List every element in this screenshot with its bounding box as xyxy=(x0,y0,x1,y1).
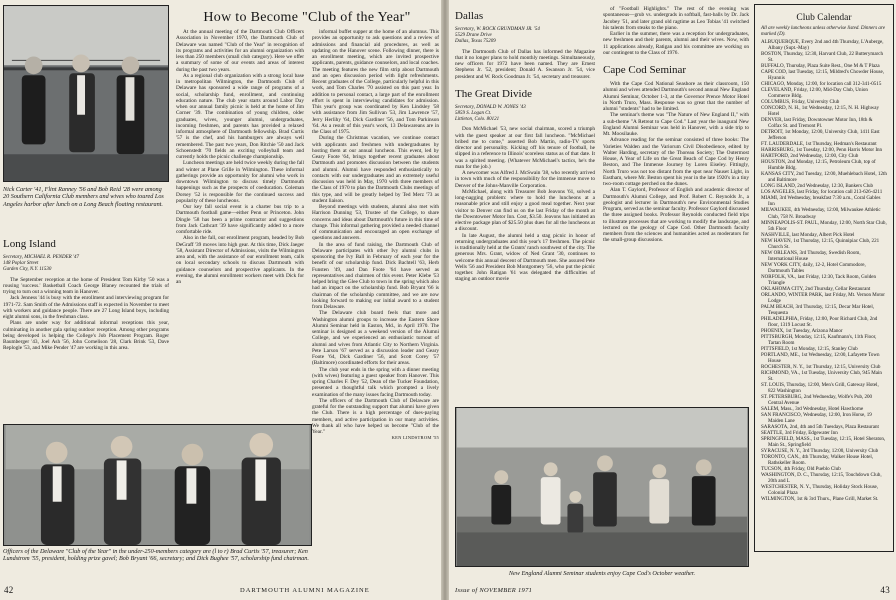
article-paragraph: informal buffet supper at the home of an alumnus. This provides an opportunity to ask questions and a review of admissions and financial aid procedures, as well as updating on the Hanover scene. Following dinner, there is an enrollment meeting, which are invited prospective applicants, parents, guidance counselors, and local coaches. The meeting features the new film strip about Dartmouth and an open discussion period with light refreshments. Recent graduates of the College, particularly helpful in this work, and Tom Charles '70 assisted on this past year. In addition to personal contact, a large part of the enrollment effort is spent in interviewing candidates for admission. This year's group was coordinated by Ken Lindsley '58 with assistance from Jim Sullivan '53, Jim Lawrence '57, Jerry Herlihy '64, Dick Gardiner '56, and Tom Parkinson '64. As a result of this year's work, 13 Delawareans are in the Class of 1975. xyxy=(312,29,439,135)
calendar-entry: WESTCHESTER, N. Y., Thursday, Holiday Stock House, Colonial Plaza xyxy=(761,484,879,497)
cape-cod-photo-caption: New England Alumni Seminar students enjoy Cape Cod's October weather. xyxy=(508,570,696,577)
harbor-photo xyxy=(3,5,169,182)
cape-cod-photo-image xyxy=(456,408,748,566)
long-island-heading: Long Island xyxy=(3,238,56,250)
article-paragraph: McMichael, along with Treasurer Bob Jeavons '61, solved a long-nagging problem: where to hold the luncheons at a reasonable price and still enjoy a good meal together. Next year visitor to Denver can find us on the last Friday of the month at the Downtowner Motor Inn. Cost, $3.50. Jeavons has initiated an elective package plan of $25.50 plus dues for all the luncheons at a discount. xyxy=(455,188,595,233)
club-of-year-column-1 xyxy=(176,29,304,424)
great-divide-cape-cod-column xyxy=(603,6,749,404)
spread-gutter xyxy=(441,0,449,600)
article-paragraph: Also in the fall, our enrollment program, headed by Bob DeGraff '39 moves into high gear. At this time, Dick Jaeger '58, Assistant Director of Admissions, visits the Wilmington area and, with the assistance of our enrollment team, calls on local secondary schools to discuss Dartmouth with guidance counselors and prospective applicants. In the evening, the alumni enrollment workers meet with Dick for an xyxy=(176,235,304,285)
long-island-meta-line: 148 Poplar Street xyxy=(3,261,39,267)
delaware-officers-photo xyxy=(3,424,312,546)
great-divide-secretary xyxy=(455,105,595,124)
dallas-heading: Dallas xyxy=(455,10,484,22)
calendar-entry: CAPE COD, last Tuesday, 12:15, Mildred's Chowder House, Hyannis xyxy=(761,69,884,82)
club-calendar-title: Club Calendar xyxy=(796,13,852,23)
long-island-meta-line: Garden City, N.Y. 11530 xyxy=(3,267,52,273)
calendar-entry: PALM BEACH, 3rd Thursday, 12:15, Decar Mar Hotel, Tesquesta xyxy=(761,303,875,316)
long-island-secretary xyxy=(3,255,169,274)
article-paragraph: Advance reading for the seminar consisted of three books: The Varieties Walden and the Variorum Civil Disobedience, edited by Walter Harding, secretary of the Thoreau Society; The Outermost House, A Year of Life on the Great Beach of Cape Cod by Henry Beston, and The Immense Journey by Loren Eiseley. Fittingly, North Truro was not too distant from the spot near Nauset Light, in Eastham, where Mr. Beston spent his year in the late 1920's in a tiny two-room cottage perched on the dunes. xyxy=(603,137,749,187)
article-paragraph: Plans are under way for additional informal receptions this year, culminating in another gala spring outdoor reception. Among other programs being developed is helping the College's Job Placement Program. Roger Baumberger '43, Joel Ash '56, John Cornelison '28, Clark Brink '53, Dave Replogle '53, and Mike Pender '47 are working in this area. xyxy=(3,320,169,352)
article-paragraph: Jack Jenness '44 is busy with the enrollment and interviewing program for 1971-72. Sam Smith of the Admissions staff is expected in November to meet with workers and guidance people. There are 27 Long Island boys, including eight alumni sons, in the freshman class. xyxy=(3,295,169,321)
calendar-entry: NEW ORLEANS, 3rd Thursday, Swedish Room, International House xyxy=(761,249,861,262)
calendar-entry: RICHMOND, VA., 1st Tuesday, University Club, 945 Main St. xyxy=(761,369,882,382)
delaware-photo-caption: Officers of the Delaware "Club of the Year" in the under-250-members category are (l to r) Brad Curtis '57, treasurer; Ken Lundstrom '55, president, holding prize gavel; Bob Bryant '66, secretary; and Dick Bughee '57, scholarship fund chairman. xyxy=(3,548,309,563)
article-title: How to Become "Club of the Year" xyxy=(203,10,411,25)
calendar-entry: HOUSTON, 2nd Monday, 12:15, Petroleum Club, top of Humble Bldg. xyxy=(761,159,876,172)
calendar-entry: NASHVILLE, last Monday, Albert Pick Hotel xyxy=(761,231,855,238)
calendar-entry: WILMINGTON, 1st & 3rd Thurs., Plane Grill, Market St. xyxy=(761,496,879,503)
issue-label: Issue of NOVEMBER 1971 xyxy=(455,587,533,594)
article-paragraph: Beyond meetings with students, alumni also met with Harrison Dunning '53, Trustee of the College, to share concerns and ideas about Dartmouth's future in this time of change. This informal gathering provided a needed channel of communication and encouraged an open exchange of questions and answers. xyxy=(312,204,439,242)
article-paragraph: Earlier in the summer, there was a reception for undergraduates, new freshmen and their parents, alumni and their wives. Now, with 11 applications already, Ratigan and his committee are working on our contingent to the Class of 1976. xyxy=(603,31,749,56)
article-paragraph: The Dartmouth Club of Dallas has informed the Magazine that it no longer plans to hold monthly meetings. Simultaneously, new officers for 1972 have been named. They are Ernest Stephens Jr. '52, president; Donald A. Swanson Jr. '54, vice president and W. Rock Goodman Jr. '54, secretary and treasurer. xyxy=(455,48,595,80)
calendar-entry: CHICAGO, Monday, 12:00, for location call 312-341-0515 xyxy=(761,81,882,88)
article-paragraph: Don McMichael '53, new social chairman, scored a triumph with the guest speaker at our first fall luncheon. "McMichael bribed me to come," asserted Bob Martin, radio-TV sports director and personality. Kicking off his tenure of football, he slipped in a reference to Illinois' scoreless status as of that date. It was a spirited meeting. (Whatever McMichael's tactics, he's the man for the job.) xyxy=(455,126,595,170)
great-divide-meta-line: 5859 S. Logan Ct. xyxy=(455,111,492,117)
harbor-photo-caption: Nick Carter '41, Flint Ranney '56 and Bob Reid '28 were among 20 Southern California Club members and wives who toured Los Angeles harbor after lunch on a Long Beach floating restaurant. xyxy=(3,186,164,208)
calendar-entry: ST. LOUIS, Thursday, 12:00, Men's Grill, Gateway Hotel, 822 Washington xyxy=(761,381,879,394)
left-page xyxy=(0,0,441,600)
article-paragraph: Alan T. Gaylord, Professor of English and academic director of Dartmouth's Alumni College, and Prof. Robert C. Reynolds Jr., a geologist and lecturer in Dartmouth's new Environmental Studies Program, served as the seminar faculty. Professor Gaylord discussed the three assigned books. Professor Reynolds conducted field trips to illustrate processes that are working to modify the landscape, and lectured on the geology of Cape Cod. Other Dartmouth faculty members from the sciences and humanities acted as moderators for the small-group discussions. xyxy=(603,187,749,244)
delaware-officers-image xyxy=(4,425,311,545)
calendar-entry: ROCHESTER, N. Y., 1st Thursday, 12:15, University Club xyxy=(761,363,881,370)
harbor-photo-image xyxy=(4,6,168,181)
calendar-entry: BUFFALO, Thursday, Plaza Suite Rest., One M & T Plaza xyxy=(761,63,880,70)
page-number-left: 42 xyxy=(4,585,14,595)
long-island-meta-line: Secretary, MICHAEL R. PENDER '47 xyxy=(3,255,80,260)
right-page xyxy=(449,0,896,600)
calendar-entry: BOSTON, Thursday, 12:30, Harvard Club, 22 Butterymarch St. xyxy=(761,51,883,64)
calendar-entry: MINNEAPOLIS-ST. PAUL, Monday, 12:00, North Star Club, 5th Floor xyxy=(761,219,887,232)
calendar-entry: MIAMI, 3rd Wednesday, breakfast 7:30 a.m., Coral Gables Inn xyxy=(761,195,881,208)
article-paragraph: The September reception at the home of President Tom Kirby '50 was a rousing 'success.' Basketball Coach George Blaney recounted the trials of trying to turn out a winning team in Hanover. xyxy=(3,276,169,296)
calendar-entry: HARTFORD, 2nd Wednesday, 12:00, City Club xyxy=(761,153,859,160)
calendar-entry: NEW HAVEN, 1st Thursday, 12:15, Quinnipiac Club, 221 Church St. xyxy=(761,237,880,250)
calendar-entry: SAN FRANCISCO, Wednesday, 12:00, Iron Horse, 19 Maiden Lane xyxy=(761,412,872,425)
club-of-year-column-2 xyxy=(312,29,439,557)
article-paragraph: Our key fall social event is a charter bus trip to a Dartmouth football game—either Penn or Princeton. John Dingle '58 has been a prime contractor and suggestions from Jack Cathcart '39 have significantly added to a more comfortable ride. xyxy=(176,204,304,235)
calendar-entry: SEATTLE, 3rd Friday, Edgewater Inn xyxy=(761,430,838,437)
calendar-entry: TORONTO, CAN., 4th Thursday, Walker House Hotel, Rathskeller Room. xyxy=(761,454,874,467)
great-divide-meta-line: Littleton, Colo. 80121 xyxy=(455,117,500,123)
great-divide-meta-line: Secretary, DONALD W. JONES '43 xyxy=(455,104,526,110)
calendar-entry: NEW YORK CITY, daily, 12-2, Hotel Commodore, Dartmouth Tables xyxy=(761,261,866,274)
calendar-entry: WASHINGTON, D. C., Thursday, 12:15, Touchdown Club, 20th and L xyxy=(761,472,882,485)
article-paragraph: The Delaware club board feels that more and Washington alumni groups to increase the Eastern Shore Alumni Seminar held in Easton, Md., in April 1970. The seminar is designed as a weekend version of the Alumni College, and we experienced an enthusiastic turnout of alumni and wives from Atlantic City to Northern Virginia. Pete Larson '67 served as a discussion leader and Geary Foote '64, Dick Gardiner '56, and Scott Corey '57 (Baltimore) coordinated efforts for their areas. xyxy=(312,310,439,367)
calendar-entry: MILWAUKEE, 4th Wednesday, 12:00, Milwaukee Athletic Club, 758 N. Broadway xyxy=(761,207,881,220)
calendar-entry: PITTSFIELD, 1st Monday, 12:15, Stanley Club xyxy=(761,345,858,352)
calendar-entry: PITTSBURGH, Monday, 12:15, Kaufmann's, 11th Floor, Tartan Room xyxy=(761,333,877,346)
article-paragraph: In late August, the alumni held a stag picnic in honor of returning undergraduates and this year's 17 freshmen. The picnic is traditionally held at the Grants' ranch southwest of the city. The generous Mrs. Grant, widow of Ned Grant '30, continues to welcome this annual descent of Dartmouth men. She assured Pete Wells '56 and President Bob Montgomery '56, who put the picnic together. John Ratigan '61 was delegated the difficulties of staging an outdoor movie xyxy=(455,232,595,283)
dallas-great-divide-column xyxy=(455,10,595,405)
article-paragraph: The officers of the Dartmouth Club of Delaware are grateful for the outstanding support that alumni have given the Club. There is a high percentage of dues-paying members, and active participation in our many activities. We thank all who have helped us become "Club of the Year." xyxy=(312,397,439,435)
dallas-meta-line: 5529 Drane Drive xyxy=(455,33,492,39)
calendar-entry: ALBUQUERQUE, Every 2nd and 4th Thursday, L'Auberge, Albany (Supt.-May) xyxy=(761,39,884,52)
calendar-entry: LONG ISLAND, 2nd Wednesday, 12:30, Bankers Club xyxy=(761,183,874,190)
article-signature: KEN LINDSTROM '55 xyxy=(391,435,439,441)
article-paragraph: Luncheon meetings are held twice weekly during the fall and winter at Plane Grille in Wilmington. These informal gatherings provide an opportunity for alumni who work in downtown Wilmington to discuss timely Dartmouth happenings such as the prospects of coeducation. Coleman Dorsey '52 is responsible for the continued success and popularity of these luncheons. xyxy=(176,160,304,204)
article-paragraph: In the area of fund raising, the Dartmouth Club of Delaware participates with other Ivy alumni clubs in sponsoring the Ivy Ball in February of each year for the benefit of our scholarship fund. Dick Bachtell '63, Herb Funsten '49, and Dan Foote '64 have served as representatives and chairmen of this event. Peter Klebe '53 helped bring the Glee Club to town in the spring which also had an impact on the scholarship fund. Bob Bryant '66 is chairman of the scholarship committee, and we are now looking forward to making our initial award to a student from Delaware. xyxy=(312,241,439,310)
club-calendar-list xyxy=(761,39,887,502)
article-paragraph: The seminar's theme was "The Nature of New England II," with a sub-theme "A Retreat to Cape Cod." Last year the inaugural New England Alumni Seminar was held in Hanover, with a side trip to Mt. Moosilauke. xyxy=(603,112,749,137)
calendar-entry: ORLANDO, WINTER PARK, last Friday, Mt. Vernon Motor Lodge xyxy=(761,291,885,304)
calendar-entry: ST. PETERSBURG, 2nd Wednesday, Wolfe's Pub, 200 Central Avenue xyxy=(761,393,873,406)
calendar-entry: HARRISBURG, 1st Tuesday, 12:00, Penn Harris Motor Inn xyxy=(761,147,883,154)
calendar-entry: SALEM, Mass., 3rd Wednesday, Hotel Hawthorne xyxy=(761,406,864,412)
calendar-entry: PHOENIX, 1st Tuesday, Arizona Manor xyxy=(761,327,843,334)
long-island-column xyxy=(3,238,169,428)
article-paragraph: With the Cape Cod National Seashore as their classroom, 150 alumni and wives attended Dartmouth's second annual New England Alumni Seminar, October 1-3, at the Governor Prence Motor Hotel in North Truro, Mass. Response was so great that the number of alumni "students" had to be limited. xyxy=(603,81,749,112)
calendar-entry: DETROIT, 1st Monday, 12:00, University Club, 1411 East Jefferson xyxy=(761,129,880,142)
calendar-entry: CONCORD, N. H., 1st Wednesday, 12:15, N. H. Highway Hotel xyxy=(761,105,880,118)
article-paragraph: A newcomer was Alfred J. McSwain '38, who recently arrived in town with much of the responsibility for the immense move to Denver of the Johns-Manville Corporation. xyxy=(455,170,595,189)
calendar-entry: LOS ANGELES, last Friday, for location call 213-626-4211 xyxy=(761,189,883,196)
article-paragraph: At the annual meeting of the Dartmouth Club Officers Association in November 1970, the Dartmouth Club of Delaware was named "Club of the Year" in recognition of its programs and activities for an alumni organization with less than 250 members (small club category). Here we offer a summary of some of our events and areas of interest during the past two years. xyxy=(176,29,304,73)
cape-cod-photo xyxy=(455,407,749,567)
calendar-entry: CLEVELAND, Friday, 12:00, Mid-Day Club, Union Commerce Bldg. xyxy=(761,87,868,100)
great-divide-heading: The Great Divide xyxy=(455,87,532,100)
article-paragraph: During the Christmas vacation, we continue contact with applicants and freshmen with undergraduates by hosting them at our annual luncheon. This event, led by Geary Foote '64, brings together recent graduates about Dartmouth and promotes discussion between the students and alumni. Alumni have responded enthusiastically to contacts with our undergraduates and an extremely useful discussion was held in May, 1970 with three members of the Class of 1970 to plan the Dartmouth Clubs meetings of this type, and will be greatly helped by Ted Merz '73 as student liaison. xyxy=(312,135,439,204)
club-calendar-intro: All are weekly luncheons unless otherwise listed. Dinners are marked (D). xyxy=(761,25,885,38)
calendar-entry: COLUMBUS, Friday, University Club xyxy=(761,99,840,106)
cape-cod-heading: Cape Cod Seminar xyxy=(603,64,687,76)
dallas-meta-line: Secretary, W. ROCK GRUNDMAN JR. '54 xyxy=(455,27,540,32)
calendar-entry: DENVER, last Friday, Downtowner Motor Inn, 18th & Colfax St. and Tremont Pl. xyxy=(761,117,873,130)
calendar-entry: SYRACUSE, N. Y., 3rd Thursday, 12:00, University Club xyxy=(761,448,879,455)
calendar-entry: OKLAHOMA CITY, 2nd Thursday, Cellar Restaurant xyxy=(761,285,871,292)
article-paragraph: of "Football Highlights." The rest of the evening was spontaneous—grub vs. undergrads in softball, fast-balls by Dr. Jack Jacobey '51, and later grand old ragtime as Leo Tobias '41 switched his talents from steaks to the piano. xyxy=(603,6,749,31)
magazine-name: DARTMOUTH ALUMNI MAGAZINE xyxy=(240,587,370,594)
calendar-entry: SPRINGFIELD, MASS., 1st Tuesday, 12:15, Hotel Sheraton, Main St., Springfield xyxy=(761,436,886,449)
calendar-entry: SARASOTA, 2nd, 4th and 5th Tuesdays, Plaza Restaurant xyxy=(761,424,879,431)
calendar-entry: FT. LAUDERDALE, 1st Thursday, Hedman's Restaurant xyxy=(761,141,877,148)
dallas-meta-line: Dallas, Texas 75209 xyxy=(455,39,496,45)
club-calendar-box xyxy=(754,4,894,552)
dallas-secretary xyxy=(455,27,595,46)
calendar-entry: NORFOLK, VA., last Friday, 12:30, Tack Room, Golden Triangle xyxy=(761,273,876,286)
calendar-entry: KANSAS CITY, 2nd Tuesday, 12:00, Muehlebach Hotel, 12th and Baltimore xyxy=(761,171,887,184)
article-paragraph: The club year ends in the spring with a dinner meeting (with wives) featuring a guest speaker from Hanover. This spring Charles F. Dey '52, Dean of the Tucker Foundation, presented a thoughtful talk which prompted a lively examination of the many issues facing Dartmouth today. xyxy=(312,366,439,398)
calendar-entry: TUCSON, 4th Friday, Old Pueblo Club xyxy=(761,466,841,473)
calendar-entry: PORTLAND, ME., 1st Wednesday, 12:00, Lafayette Town House xyxy=(761,351,880,364)
calendar-entry: PHILADELPHIA, Friday, 12:00, Poor Richard Club, 2nd floor, 1319 Locust St. xyxy=(761,315,878,328)
article-paragraph: As a regional club organization with a strong local base in metropolitan Wilmington, the Dartmouth Club of Delaware has sponsored a wide range of programs of a social, scholarship fund, enrollment, and continuing education nature. The club year starts around Labor Day when our annual family picnic is held at the home of Jim Corner '39. The combination of young children, older graduates, wives, younger alumni, undergraduates, incoming freshmen, and parents has provided a relaxed informal atmosphere of Dartmouth fellowship. Brad Curtis '57 is the chef, and his hamburgers are always well remembered. The past two years, Don Ritchie '50 and Jack Schoenstedt '70 fields an exciting volleyball team and currently holds the picnic challenge championship. xyxy=(176,72,304,160)
page-number-right: 43 xyxy=(880,585,890,595)
